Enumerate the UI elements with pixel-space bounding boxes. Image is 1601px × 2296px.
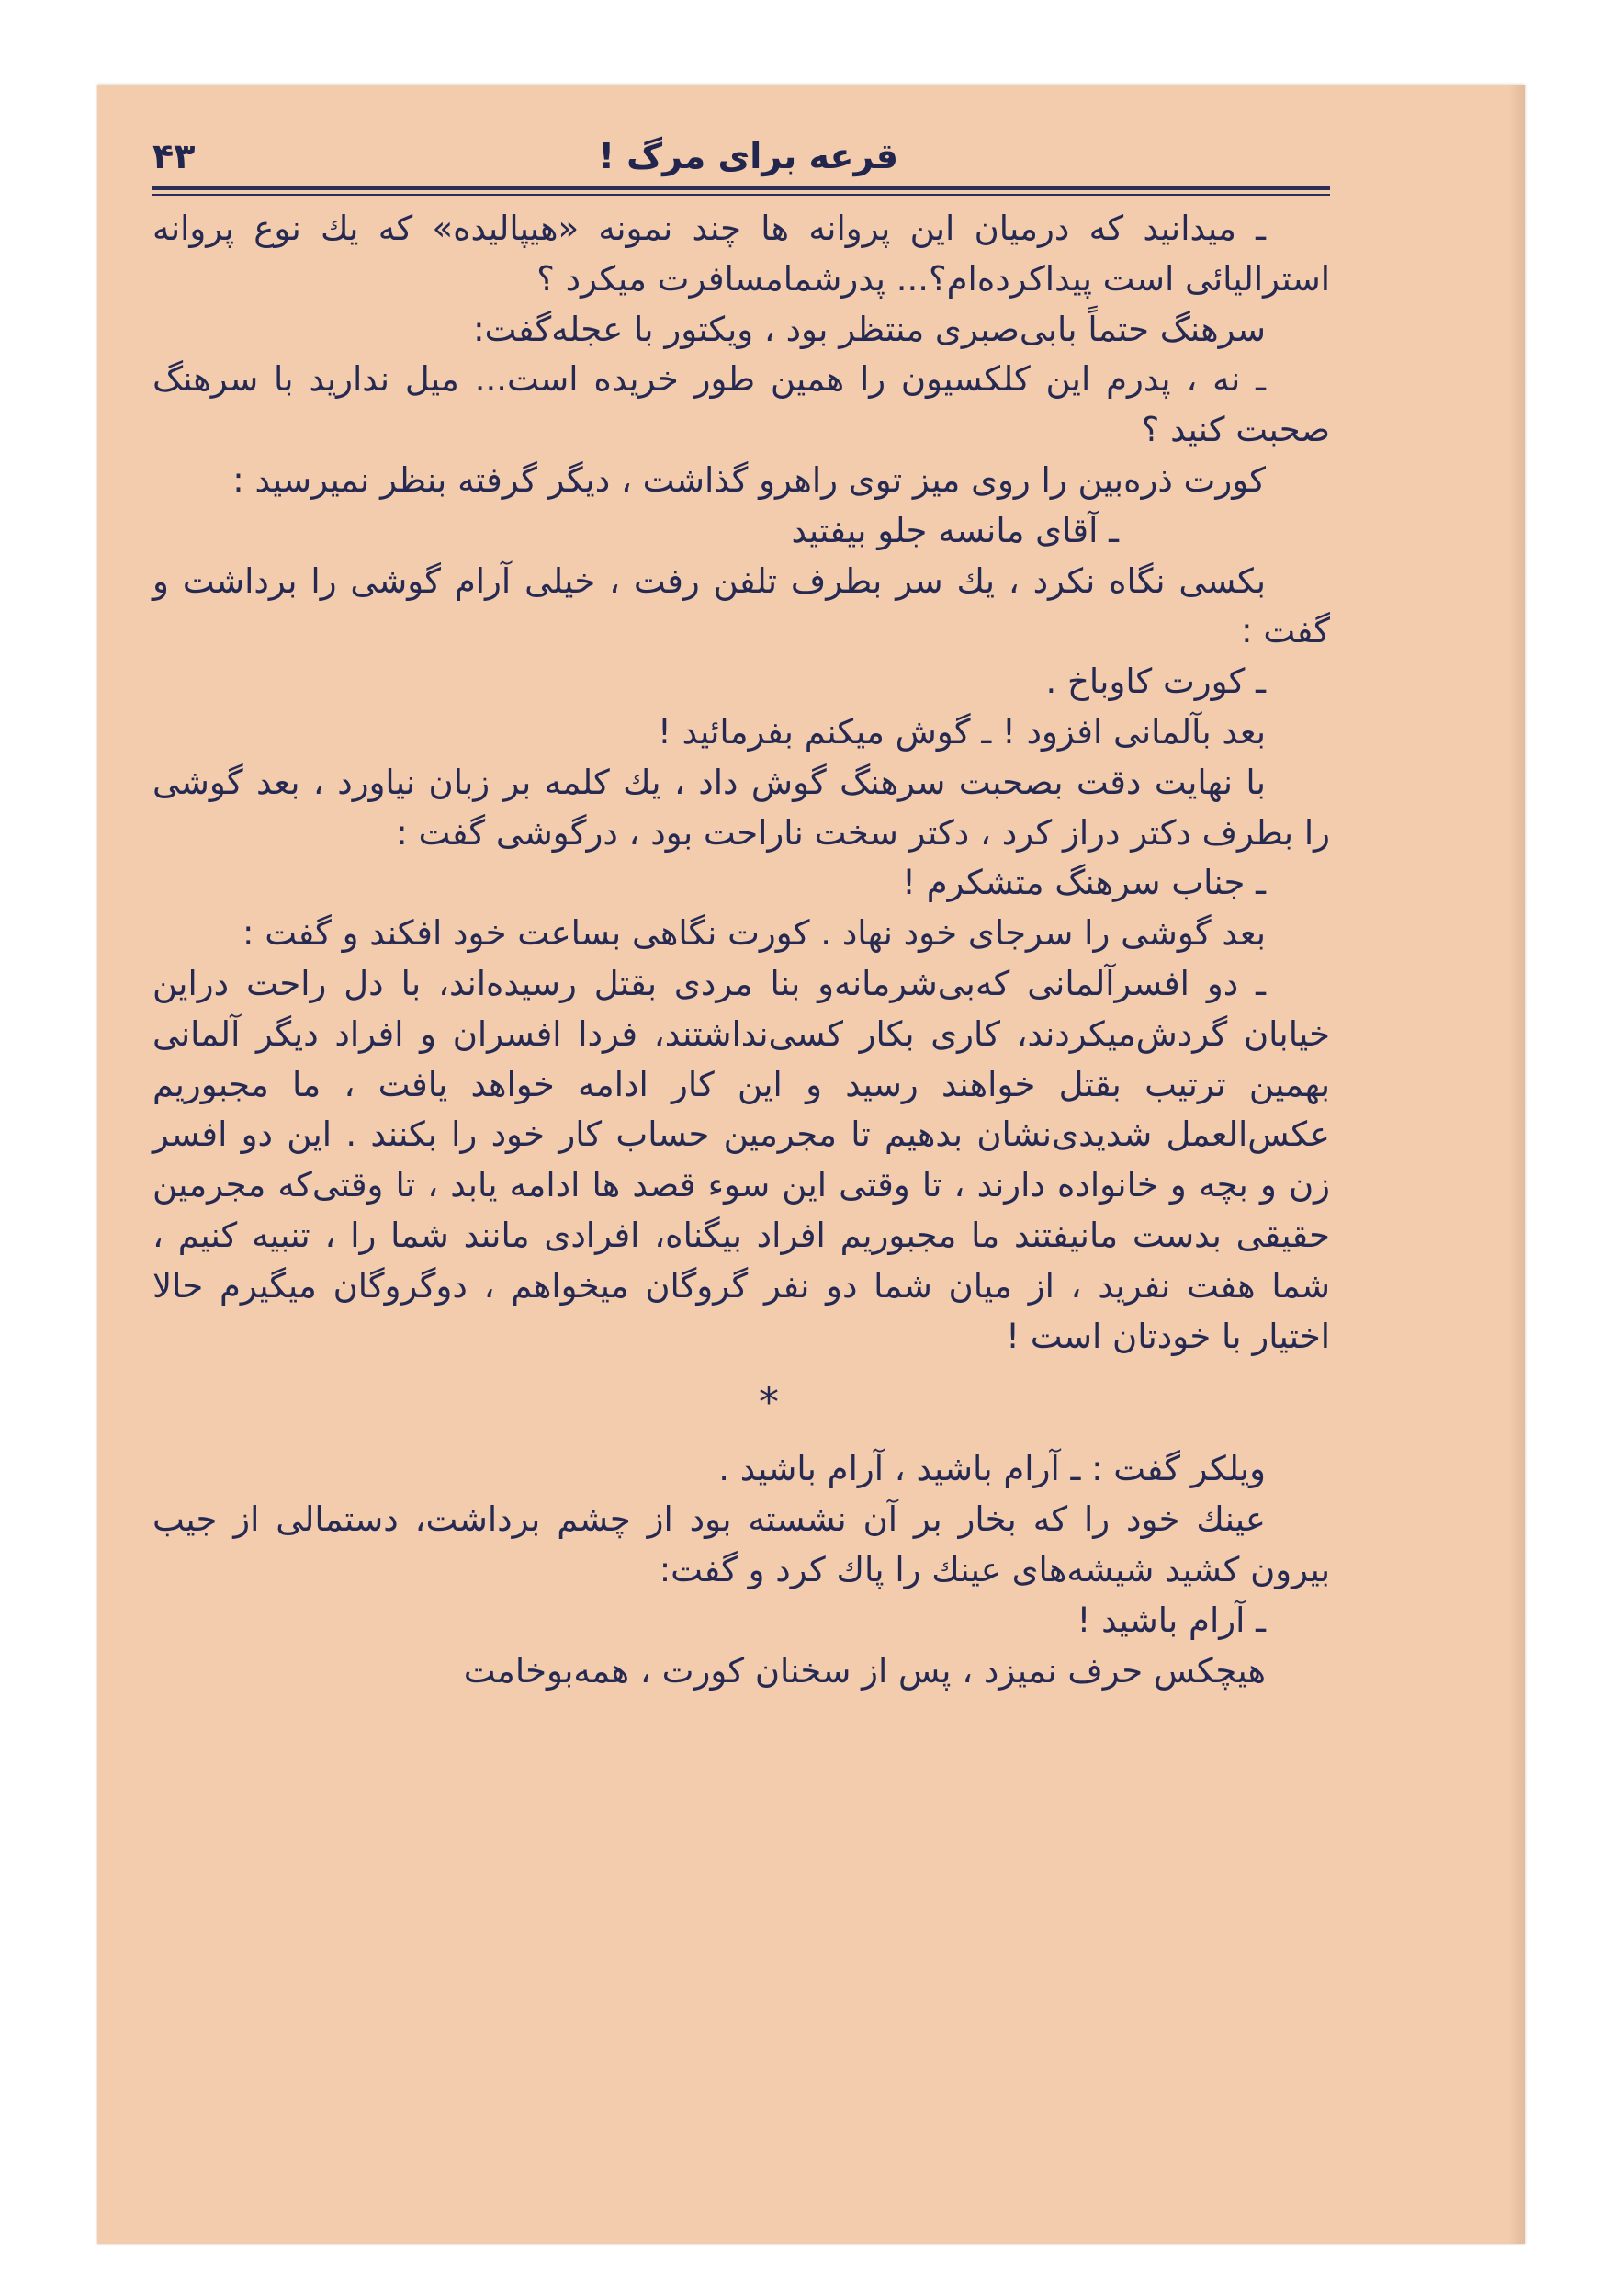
paragraph: عینك خود را که بخار بر آن نشسته بود از چشم برداشت، دستمالی از جیب بیرون کشید شیشه‌های عینك را پاك کرد و گفت: bbox=[152, 1499, 1330, 1589]
paragraph: ـ آرام باشید ! bbox=[1077, 1600, 1266, 1640]
paragraph: سرهنگ حتماً بابی‌صبری منتظر بود ، ویکتور با عجله‌گفت: bbox=[473, 309, 1266, 349]
paragraph: بکسی نگاه نکرد ، یك سر بطرف تلفن رفت ، خیلی آرام گوشی را برداشت و گفت : bbox=[152, 560, 1330, 651]
paragraph: بعد بآلمانی افزود ! ـ گوش میکنم بفرمائید ! bbox=[657, 711, 1266, 752]
page-number: ۴۳ bbox=[152, 136, 196, 176]
paragraph: ـ کورت کاوباخ . bbox=[1045, 662, 1266, 702]
running-title: قرعه برای مرگ ! bbox=[598, 136, 898, 176]
paragraph: هیچکس حرف نمیزد ، پس از سخنان کورت ، همه‌بوخامت bbox=[463, 1650, 1266, 1691]
header-rule-thin bbox=[152, 194, 1330, 196]
section-separator-star: * bbox=[759, 1379, 779, 1427]
paragraph: کورت ذره‌بین را روی میز توی راهرو گذاشت ، دیگر گرفته بنظر نمیرسید : bbox=[232, 459, 1266, 500]
paragraph: ـ دو افسرآلمانی که‌بی‌شرمانه‌و بنا مردی بقتل رسیده‌اند، با دل راحت دراین خیابان گردش‌میکردند، کاری بکار کسی‌نداشتند، فردا افسران و افراد دیگر آلمانی بهمین ترتیب بقتل خواهند رسید و این کار ادامه خواهد یافت ، ما مجبوریم عکس‌العمل شدیدی‌نشان بدهیم تا مجرمین حساب کار خود را بکنند . این دو افسر زن و بچه و خانواده دارند ، تا وقتی این سوء قصد ها ادامه یابد ، تا وقتی‌که مجرمین حقیقی بدست مانیفتند ما مجبوریم افراد بیگناه، افرادی مانند شما را ، تنبیه کنیم ، شما هفت نفرید ، از میان شما دو نفر گروگان میخواهم ، دوگروگان میگیرم حالا اختیار با خودتان است ! bbox=[152, 963, 1330, 1356]
page-body bbox=[152, 204, 1330, 1696]
paragraph: ـ جناب سرهنگ متشکرم ! bbox=[902, 863, 1266, 903]
paragraph: ـ آقای مانسه جلو بیفتید bbox=[791, 510, 1119, 550]
paragraph: ـ میدانید که درمیان این پروانه ها چند نمونه «هیپالیده» که یك نوع پروانه استرالیائی است پیداکرده‌ام؟... پدرشمامسافرت میکرد ؟ bbox=[152, 209, 1330, 299]
paragraph: با نهایت دقت بصحبت سرهنگ گوش داد ، یك کلمه بر زبان نیاورد ، بعد گوشی را بطرف دکتر دراز کرد ، دکتر سخت ناراحت بود ، درگوشی گفت : bbox=[152, 762, 1330, 853]
paragraph: بعد گوشی را سرجای خود نهاد . کورت نگاهی بساعت خود افکند و گفت : bbox=[242, 913, 1266, 954]
paragraph: ـ نه ، پدرم این کلکسیون را همین طور خریده است... میل ندارید با سرهنگ صحبت کنید ؟ bbox=[152, 359, 1330, 450]
paragraph: ویلکر گفت : ـ آرام باشید ، آرام باشید . bbox=[718, 1449, 1266, 1489]
page-header bbox=[152, 129, 1330, 184]
header-rule-thick bbox=[152, 186, 1330, 190]
